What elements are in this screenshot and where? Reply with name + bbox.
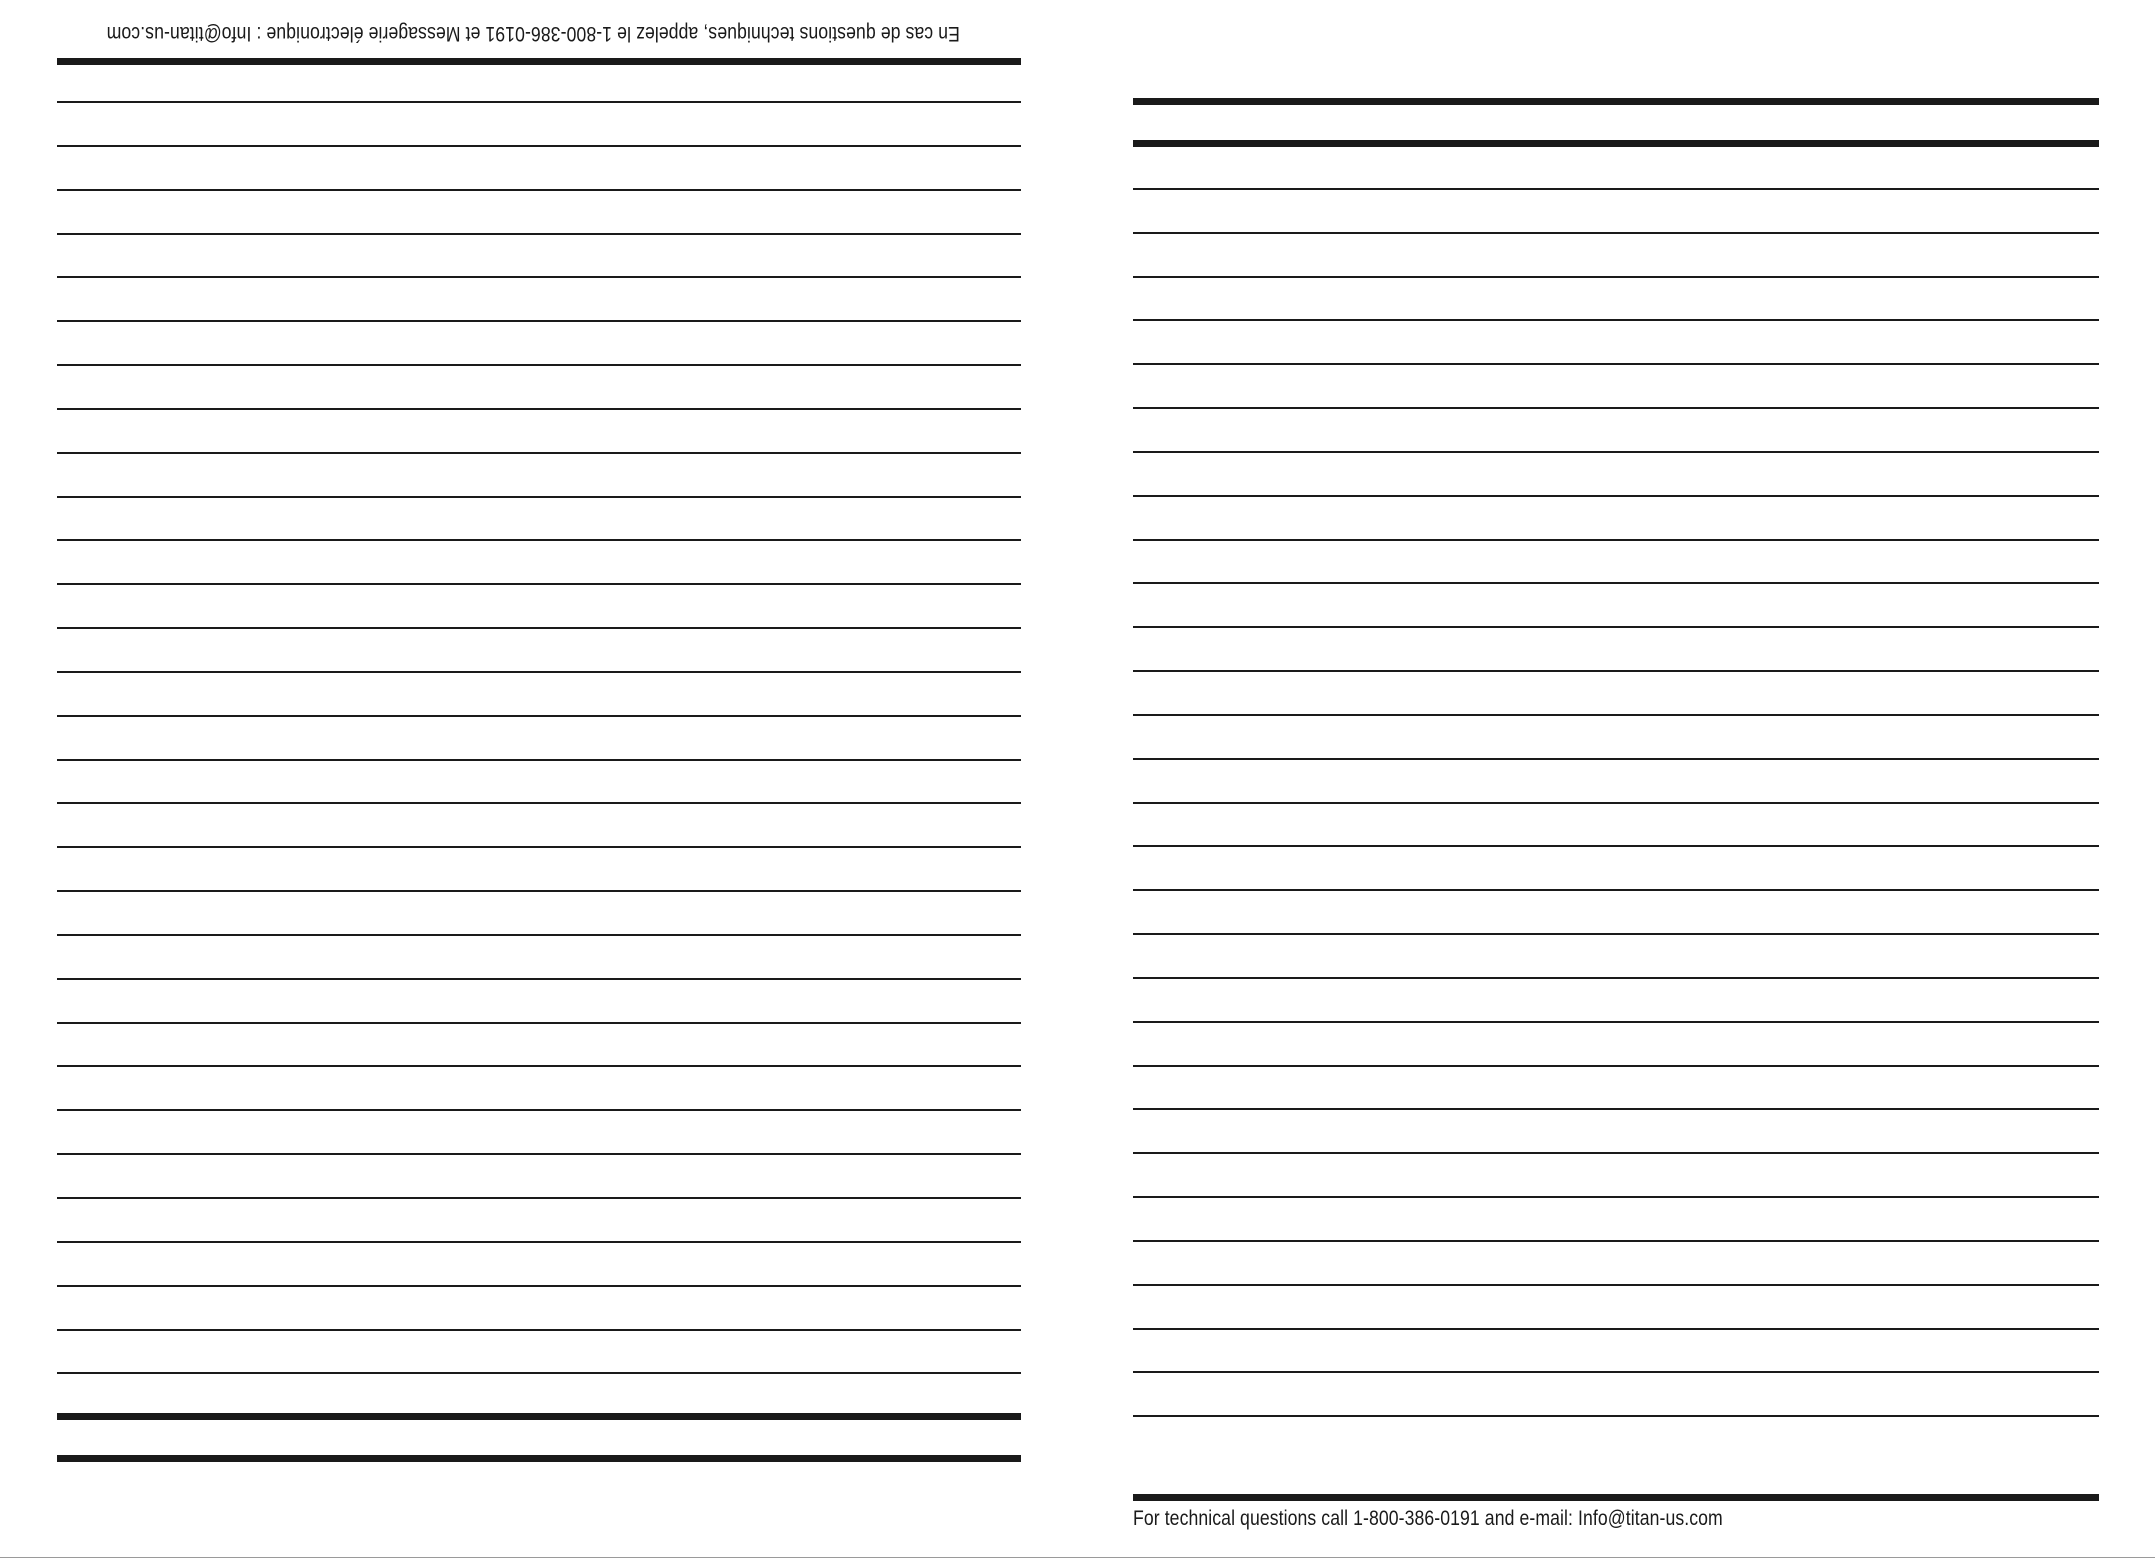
right-page-writing-rule (1133, 1328, 2099, 1330)
left-page-writing-rule (57, 145, 1021, 147)
left-page-writing-rule (57, 802, 1021, 804)
left-page-writing-rule (57, 1153, 1021, 1155)
left-page-writing-rule (57, 1285, 1021, 1287)
right-page-writing-rule (1133, 1196, 2099, 1198)
right-page-writing-rule (1133, 845, 2099, 847)
right-page-writing-rule (1133, 670, 2099, 672)
right-page-writing-rule (1133, 363, 2099, 365)
right-page-writing-rule (1133, 232, 2099, 234)
left-page-writing-rule (57, 715, 1021, 717)
left-page-writing-rule (57, 364, 1021, 366)
right-page-writing-rule (1133, 1065, 2099, 1067)
left-page-writing-rule (57, 189, 1021, 191)
right-page-writing-rule (1133, 451, 2099, 453)
right-page-writing-rule (1133, 1152, 2099, 1154)
left-page-writing-rule (57, 671, 1021, 673)
left-page-writing-rule (57, 934, 1021, 936)
left-page-heavy-rule (57, 1413, 1021, 1420)
right-page-heavy-rule (1133, 1494, 2099, 1501)
left-page-writing-rule (57, 1022, 1021, 1024)
right-page-writing-rule (1133, 407, 2099, 409)
right-page-writing-rule (1133, 319, 2099, 321)
left-page-writing-rule (57, 1372, 1021, 1374)
left-page-writing-rule (57, 539, 1021, 541)
left-page-writing-rule (57, 101, 1021, 103)
left-page-writing-rule (57, 408, 1021, 410)
right-page-writing-rule (1133, 758, 2099, 760)
right-page-writing-rule (1133, 539, 2099, 541)
right-page-writing-rule (1133, 1284, 2099, 1286)
notes-page-right (1133, 0, 2099, 1560)
right-page-writing-rule (1133, 1240, 2099, 1242)
left-page-writing-rule (57, 890, 1021, 892)
left-page-writing-rule (57, 452, 1021, 454)
right-page-writing-rule (1133, 276, 2099, 278)
right-page-writing-rule (1133, 1415, 2099, 1417)
left-page-writing-rule (57, 276, 1021, 278)
right-page-writing-rule (1133, 626, 2099, 628)
right-page-writing-rule (1133, 1371, 2099, 1373)
right-page-writing-rule (1133, 933, 2099, 935)
right-page-writing-rule (1133, 1021, 2099, 1023)
right-page-writing-rule (1133, 1108, 2099, 1110)
right-page-heavy-rule (1133, 140, 2099, 147)
left-page-heavy-rule (57, 1455, 1021, 1462)
left-page-writing-rule (57, 1197, 1021, 1199)
left-page-writing-rule (57, 759, 1021, 761)
left-page-writing-rule (57, 320, 1021, 322)
right-page-writing-rule (1133, 714, 2099, 716)
left-page-writing-rule (57, 627, 1021, 629)
left-page-writing-rule (57, 583, 1021, 585)
left-page-heavy-rule (57, 58, 1021, 65)
page-bottom-edge (0, 1557, 2155, 1558)
right-page-heavy-rule (1133, 98, 2099, 105)
french-contact-note: En cas de questions techniques, appelez le 1-800-386-0191 et Messagerie électronique : Info@titan-us.com (106, 22, 960, 45)
left-page-writing-rule (57, 496, 1021, 498)
left-page-writing-rule (57, 1241, 1021, 1243)
right-page-writing-rule (1133, 495, 2099, 497)
right-page-writing-rule (1133, 188, 2099, 190)
left-page-writing-rule (57, 978, 1021, 980)
left-page-writing-rule (57, 233, 1021, 235)
right-page-writing-rule (1133, 582, 2099, 584)
right-page-writing-rule (1133, 977, 2099, 979)
right-page-writing-rule (1133, 889, 2099, 891)
left-page-writing-rule (57, 846, 1021, 848)
left-page-writing-rule (57, 1329, 1021, 1331)
left-page-writing-rule (57, 1109, 1021, 1111)
left-page-writing-rule (57, 1065, 1021, 1067)
notes-page-left (57, 0, 1021, 1560)
right-page-writing-rule (1133, 802, 2099, 804)
english-contact-note: For technical questions call 1-800-386-0191 and e-mail: Info@titan-us.com (1133, 1507, 1723, 1530)
